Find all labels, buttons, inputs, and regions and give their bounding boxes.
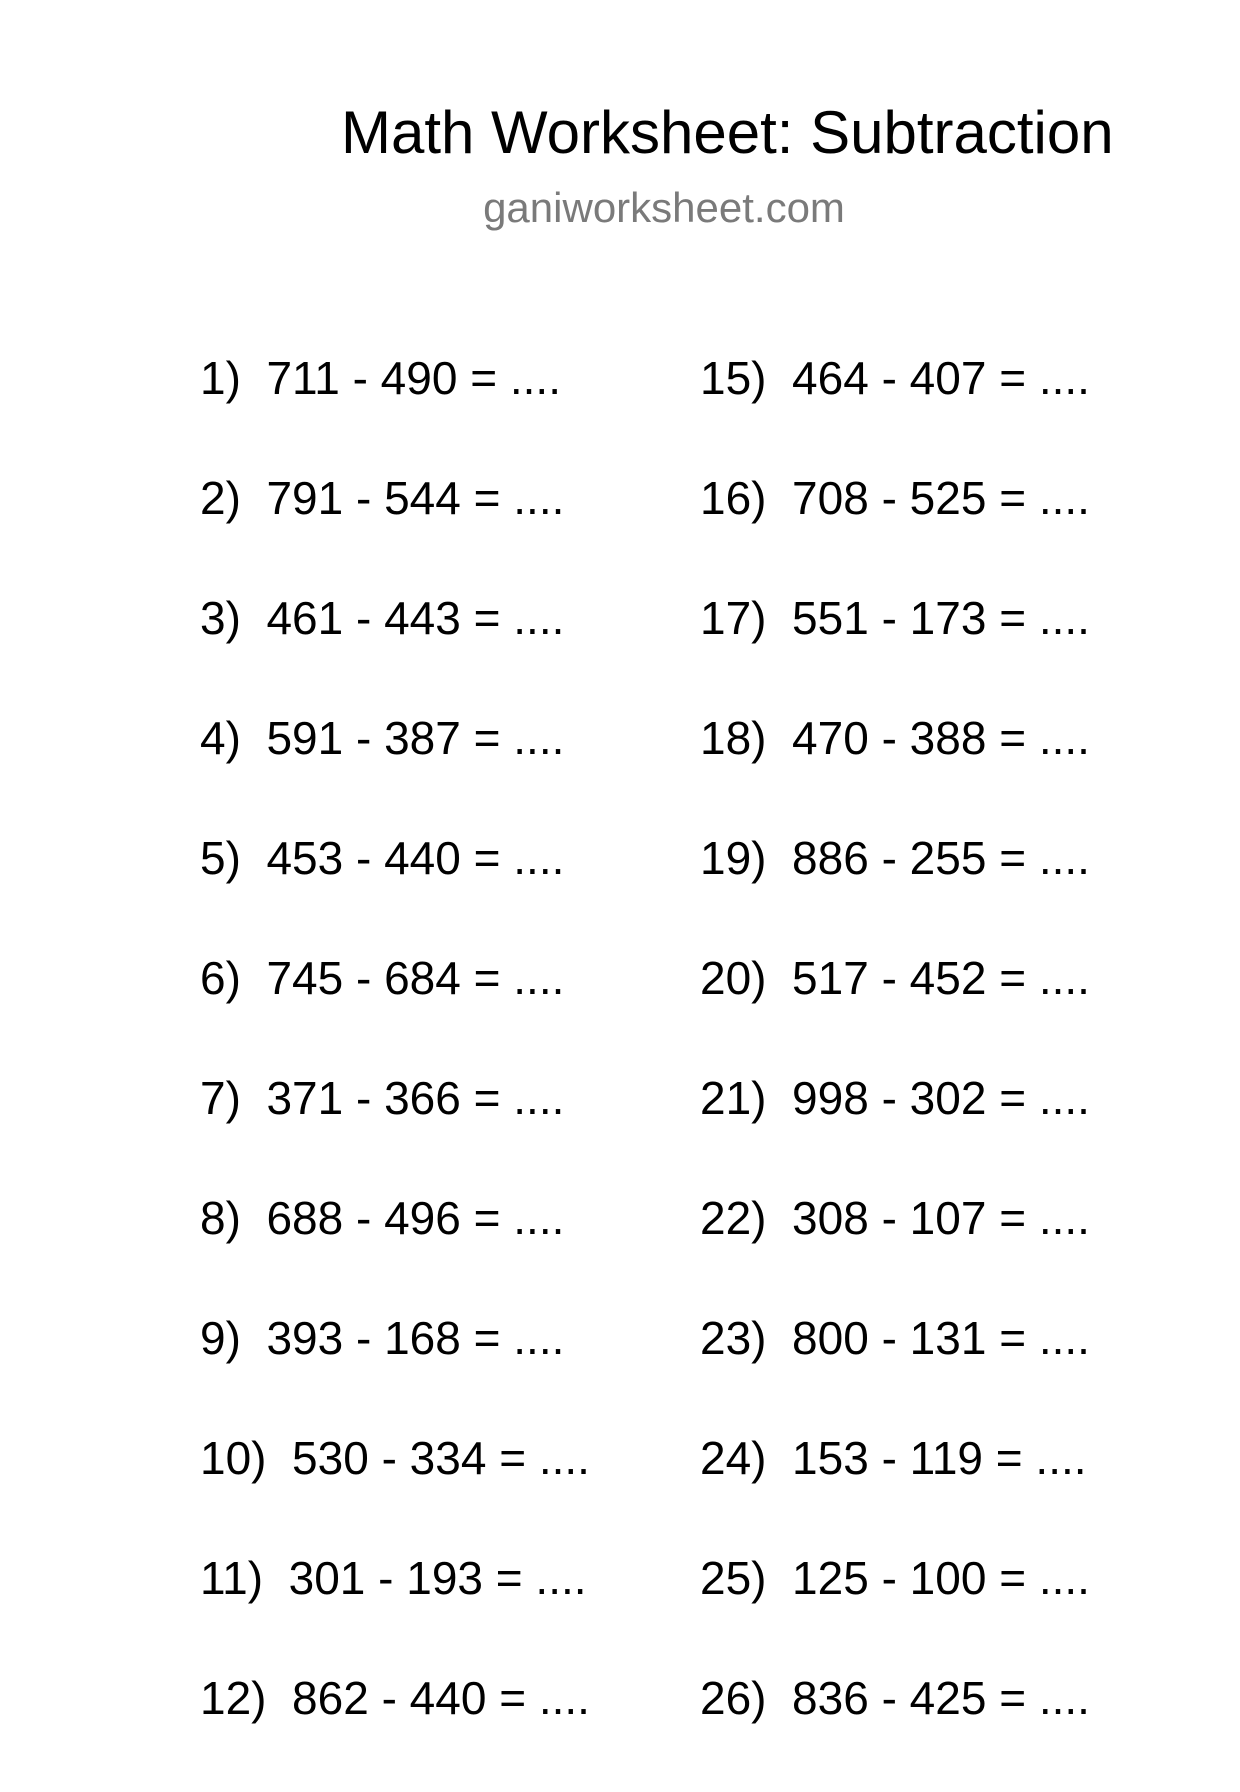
problem: 18) 470 - 388 = .... [700,712,1090,764]
problem: 23) 800 - 131 = .... [700,1312,1090,1364]
problem: 10) 530 - 334 = .... [200,1432,590,1484]
problem: 7) 371 - 366 = .... [200,1072,565,1124]
problem: 6) 745 - 684 = .... [200,952,565,1004]
website-subtitle: ganiworksheet.com [483,184,845,231]
problem: 24) 153 - 119 = .... [700,1432,1087,1484]
problems-left-column [200,352,590,1792]
problem: 1) 711 - 490 = .... [200,352,561,404]
problem: 2) 791 - 544 = .... [200,472,565,524]
problem: 20) 517 - 452 = .... [700,952,1090,1004]
problem: 16) 708 - 525 = .... [700,472,1090,524]
problem: 4) 591 - 387 = .... [200,712,565,764]
problem: 21) 998 - 302 = .... [700,1072,1090,1124]
problems-right-column [700,352,1090,1792]
problem: 15) 464 - 407 = .... [700,352,1090,404]
problem: 12) 862 - 440 = .... [200,1672,590,1724]
problem: 3) 461 - 443 = .... [200,592,565,644]
problem: 19) 886 - 255 = .... [700,832,1090,884]
problem: 9) 393 - 168 = .... [200,1312,565,1364]
problem: 8) 688 - 496 = .... [200,1192,565,1244]
problem: 25) 125 - 100 = .... [700,1552,1090,1604]
problem: 17) 551 - 173 = .... [700,592,1090,644]
problem: 11) 301 - 193 = .... [200,1552,587,1604]
problem: 22) 308 - 107 = .... [700,1192,1090,1244]
worksheet-title: Math Worksheet: Subtraction [341,99,1114,166]
problem: 26) 836 - 425 = .... [700,1672,1090,1724]
problem: 5) 453 - 440 = .... [200,832,565,884]
